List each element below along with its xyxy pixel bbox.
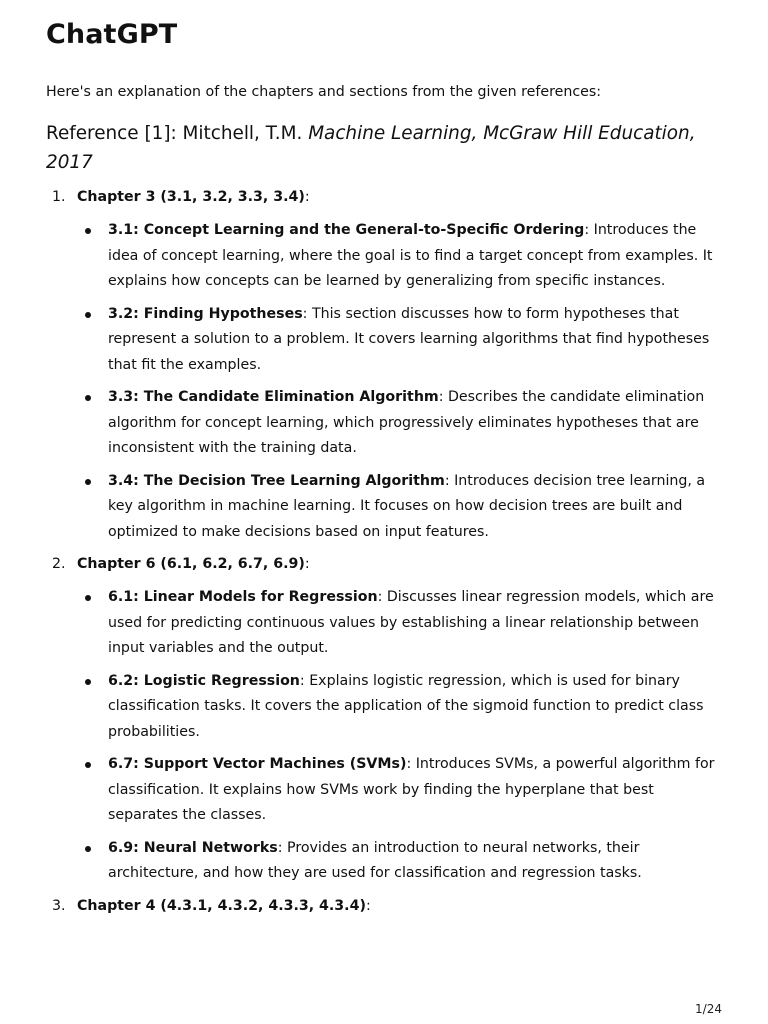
chapter-item [46,895,730,917]
section-title: 6.1: Linear Models for Regression [108,589,378,605]
section-text: : Provides an introduction to neural networks, their architecture, and how they are used for classification and regression tasks. [108,839,642,881]
section-title: 3.3: The Candidate Elimination Algorithm [108,389,439,405]
chapter-heading [77,186,730,208]
section-text: : Explains logistic regression, which is used for binary classification tasks. It covers the application of the sigmoid function to predict class probabilities. [108,672,704,740]
page-title: ChatGPT [46,19,178,50]
bullet-icon [85,228,91,234]
chapter-title: Chapter 3 (3.1, 3.2, 3.3, 3.4) [77,189,305,205]
chapter-colon: : [365,897,371,914]
intro-paragraph: Here's an explanation of the chapters and sections from the given references: [46,84,602,100]
section-title: 6.2: Logistic Regression [108,672,300,689]
bullet-icon [85,846,91,852]
reference-book-title: Machine Learning, McGraw Hill Education, 2017 [46,123,696,173]
section-text: : Discusses linear regression models, which are used for predicting continuous values by establishing a linear relationship between input variables and the output. [108,589,714,656]
section-text: : Introduces the idea of concept learning, where the goal is to find a target concept from examples. It explains how concepts can be learned by generalizing from specific instances. [108,222,713,289]
bullet-icon [85,479,91,485]
chapter-number: 3. [52,897,66,914]
chapter-colon: : [304,556,310,572]
section-title: 3.1: Concept Learning and the General-to-Specific Ordering [108,222,585,238]
bullet-icon [85,395,91,401]
reference-prefix: Reference [1]: Mitchell, T.M. [46,123,309,144]
chapter-title: Chapter 6 (6.1, 6.2, 6.7, 6.9) [77,556,305,572]
section-title: 3.2: Finding Hypotheses [108,305,303,322]
section-text: : Introduces decision tree learning, a key algorithm in machine learning. It focuses on how decision trees are built and optimized to make decisions based on input features. [108,472,706,540]
reference-heading [46,119,726,177]
chapter-title: Chapter 4 (4.3.1, 4.3.2, 4.3.3, 4.3.4) [77,897,366,914]
section-item [77,669,726,746]
section-item [77,752,726,829]
bullet-icon [85,679,91,685]
chapter-item [46,553,730,887]
section-text: : Introduces SVMs, a powerful algorithm for classification. It explains how SVMs work by finding the hyperplane that best separates the classes. [108,756,715,823]
section-text: : Describes the candidate elimination algorithm for concept learning, which progressively eliminates hypotheses that are inconsistent with the training data. [108,389,705,456]
page-number: 1/24 [695,1002,722,1016]
section-item [77,469,726,546]
bullet-icon [85,595,91,601]
section-text: : This section discusses how to form hypotheses that represent a solution to a problem. It covers learning algorithms that find hypotheses that fit the examples. [108,305,710,373]
bullet-icon [85,762,91,768]
section-list [77,218,730,545]
chapter-item [46,186,730,545]
section-title: 6.7: Support Vector Machines (SVMs) [108,756,407,772]
section-item [77,218,726,295]
chapter-list [46,186,730,925]
chapter-colon: : [304,189,310,205]
section-title: 6.9: Neural Networks [108,839,278,856]
section-item [77,302,726,379]
section-item [77,385,726,462]
section-item [77,585,726,662]
chapter-heading [77,895,730,917]
bullet-icon [85,312,91,318]
section-item [77,836,726,887]
section-list [77,585,730,887]
chapter-number: 1. [52,189,66,205]
section-title: 3.4: The Decision Tree Learning Algorithm [108,472,445,489]
chapter-number: 2. [52,556,66,572]
chapter-heading [77,553,730,575]
